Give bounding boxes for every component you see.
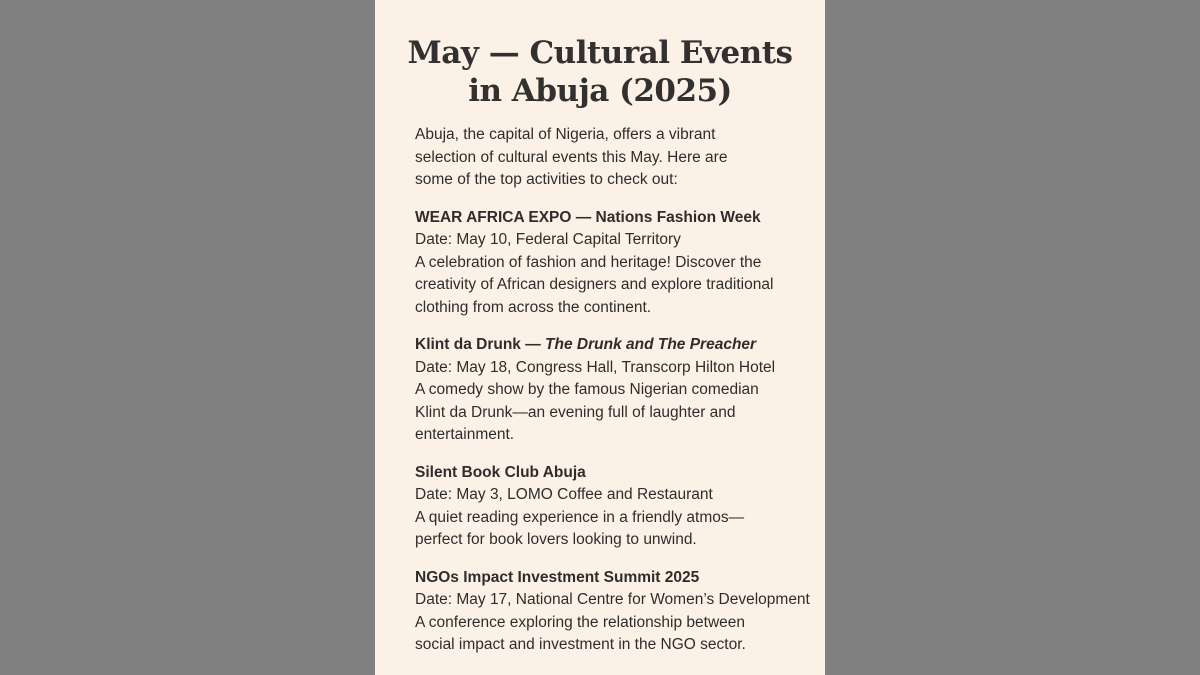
intro-paragraph [415, 124, 825, 192]
event-description-line: creativity of African designers and explore traditional [415, 276, 774, 293]
event-title: WEAR AFRICA EXPO — Nations Fashion Week [415, 208, 761, 226]
event-date: Date: May 3, LOMO Coffee and Restaurant [415, 486, 713, 503]
event-title [415, 334, 825, 357]
event-description-line: A conference exploring the relationship between [415, 613, 746, 631]
event-title-prefix: Klint da Drunk — [415, 336, 546, 353]
event-klint-da-drunk [415, 334, 825, 447]
event-date: Date: May 10, Federal Capital Territory [415, 231, 681, 248]
event-description [415, 507, 825, 552]
event-description [415, 379, 825, 447]
event-description-line: social impact and investment in the NGO sector. [415, 636, 746, 653]
event-title-italic: The Drunk and The Preacher [545, 336, 757, 353]
intro-line: some of the top activities to check out: [415, 171, 678, 188]
page-title [375, 34, 825, 110]
event-title: NGOs Impact Investment Summit 2025 [415, 568, 700, 586]
event-ngos-impact-summit [415, 567, 825, 657]
event-description-line: clothing from across the continent. [415, 298, 652, 316]
event-description [415, 252, 825, 320]
event-description-line: A comedy show by the famous Nigerian comedian [415, 381, 759, 398]
event-description-line: A celebration of fashion and heritage! Discover the [415, 253, 762, 271]
document-content [415, 124, 825, 657]
event-description [415, 612, 825, 657]
page-title-line-1: May — Cultural Events [407, 35, 793, 71]
event-title: Silent Book Club Abuja [415, 463, 586, 481]
event-description-line: Klint da Drunk—an evening full of laughter and [415, 403, 736, 421]
event-wear-africa-expo [415, 207, 825, 320]
page-title-line-2: in Abuja (2025) [468, 73, 732, 109]
document-page [375, 0, 825, 675]
event-date: Date: May 18, Congress Hall, Transcorp Hilton Hotel [415, 358, 776, 376]
event-description-line: entertainment. [415, 426, 515, 443]
event-date: Date: May 17, National Centre for Women’s Development [415, 591, 810, 608]
event-description-line: perfect for book lovers looking to unwind. [415, 531, 697, 548]
intro-line: selection of cultural events this May. Here are [415, 148, 728, 166]
event-description-line: A quiet reading experience in a friendly atmos— [415, 508, 745, 526]
event-silent-book-club [415, 462, 825, 552]
intro-line: Abuja, the capital of Nigeria, offers a vibrant [415, 126, 716, 143]
